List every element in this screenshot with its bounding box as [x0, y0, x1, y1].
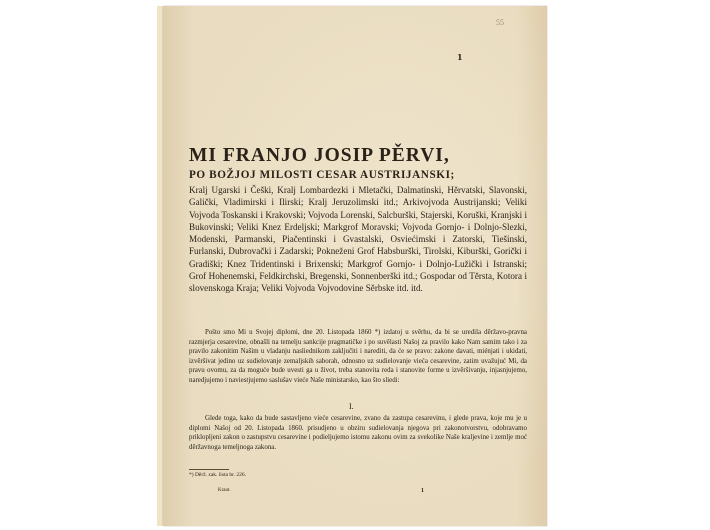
imperial-titles-paragraph: Kralj Ugarski i Češki, Kralj Lombardezki i Mletački, Dalmatinski, Hěrvatski, Slavonski, Galički, Vladimirski i Ilirski; Kralj Jeruzolimski itd.; Arkivojvoda Austrijanski; Veliki Vojvoda Toskanski i Krakovski; Vojvoda Lorenski, Salcburški, Stajerski, Koruški, Kranjski i Bukovinski; Veliki Knez Erdeljski; Markgrof Moravski; Vojvoda Gornjo- i Dolnjo-Slezki, Modenski, Parmanski, Piačentinski i Gvastalski, Osviećimski i Zatorski, Tiešinski, Furlanski, Dubrovački i Zadarski; Pokneženi Grof Habsburški, Tirolski, Kiburški, Gorički i Gradiški; Knez Tridentinski i Brixenski; Markgrof Gornjo- i Dolnjo-Lužički i Istranski; Grof Hohenemski, Feldkirchski, Bregenski, Sonnenberški itd.; Gospodar od Těrsta, Kotora i slovenskoga Kraja; Veliki Vojvoda Vojvodovine Sěrbske itd. itd. — [189, 185, 527, 294]
document-page — [163, 6, 547, 526]
footnote-rule — [189, 469, 229, 470]
preamble-paragraph: Pošto smo Mi u Svojej diplomi, dne 20. Listopada 1860 *) izdatoj u svěrhu, da bi se uredila děržavo-pravna razmjerja cesarevine, obnašli na temelju sankcije pragmatičke i po suvělasti Našoj za pravilo kako Nam samim tako i za pravilo zakonitim Našim u vladanju nasliednikom zaključiti i narediti, da će se pravo: zakone davati, miénjati i ukidati, izvěršivat jedino uz sudielovanje zemaljskih saborah, odnosno uz sudielovanje vieća cesarevine, zatim uvažujuć Mi, da pravu ovomu, za da moguće bude uvesti ga u život, treba stanovita reda i stanovite forme u izvěršivanju, injasnjujemo, naredjujemo i naviestjujemo saslušav vieće Naše ministarsko, kao što sliedi: — [189, 329, 527, 384]
section-number: I. — [349, 402, 354, 411]
printer-mark: Kraut. — [218, 488, 231, 493]
document-subheading: PO BOŽJOJ MILOSTI CESAR AUSTRIJANSKI; — [189, 169, 455, 181]
signature-mark: 1 — [421, 488, 424, 494]
footnote: *) Děrž. zak. lista br. 226. — [189, 472, 246, 478]
document-heading: MI FRANJO JOSIP PĚRVI, — [189, 145, 450, 166]
section-paragraph: Glede toga, kako da bude sastavljeno vieće cesarevine, zvano da zastupa cesarevinu, i glede prava, koje mu je u diplomi Našoj od 20. Listopada 1860. prisudjeno u obziru sudielovanja njegova pri zakonotvorstvu, odobravamo priklopljeni zakon o zastupstvu cesarevine i podieljujemo istomu zakonu ovim za svekolike Naše kraljevine i zemlje moć děržavnoga temeljnoga zakona. — [189, 415, 527, 451]
corner-pencil-mark: 55 — [496, 18, 504, 27]
page-number: 1 — [457, 52, 463, 62]
